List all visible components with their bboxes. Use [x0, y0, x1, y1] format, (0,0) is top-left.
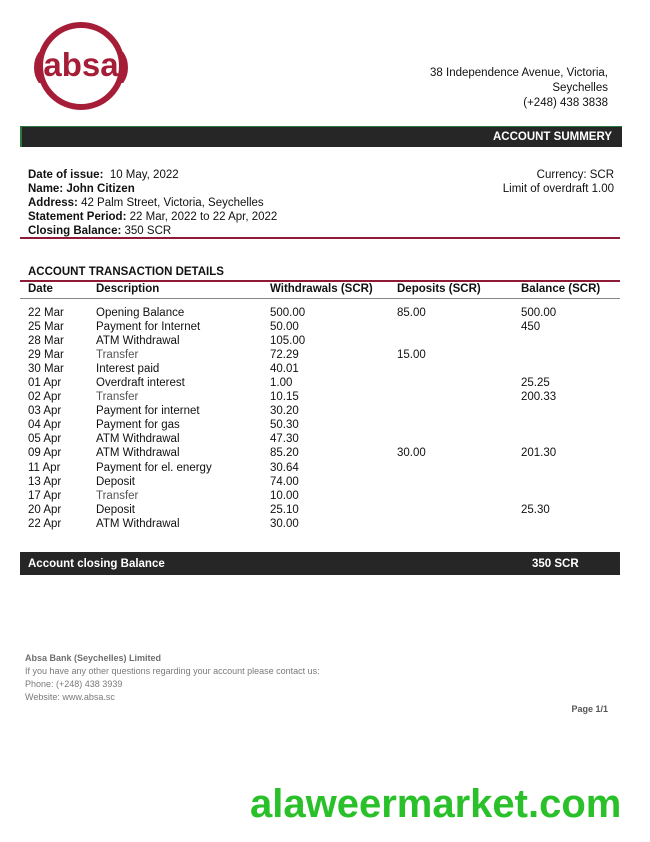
footer-contact-note: If you have any other questions regarding your account please contact us: — [25, 666, 320, 676]
cell-balance: 450 — [521, 321, 541, 334]
table-row — [20, 334, 620, 348]
closing-balance-value: 350 SCR — [532, 558, 579, 570]
transactions-table — [20, 306, 620, 531]
cell-withdrawal: 50.00 — [270, 321, 299, 334]
statement-period: Statement Period: 22 Mar, 2022 to 22 Apr, 2022 — [28, 211, 278, 223]
table-row — [20, 404, 620, 418]
cell-withdrawal: 30.64 — [270, 461, 299, 474]
footer-bank-name: Absa Bank (Seychelles) Limited — [25, 653, 162, 663]
cell-withdrawal: 47.30 — [270, 433, 299, 446]
cell-date: 02 Apr — [28, 391, 62, 404]
account-summary-title: ACCOUNT SUMMERY — [492, 131, 612, 143]
header-underline — [20, 298, 620, 299]
table-row — [20, 306, 620, 320]
table-row — [20, 489, 620, 503]
table-row — [20, 320, 620, 334]
table-row — [20, 446, 620, 460]
closing-balance: Closing Balance: 350 SCR — [28, 225, 172, 237]
cell-withdrawal: 74.00 — [270, 475, 299, 488]
cell-description: Payment for el. energy — [96, 461, 212, 474]
cell-date: 29 Mar — [28, 349, 64, 362]
cell-date: 09 Apr — [28, 447, 62, 460]
cell-withdrawal: 105.00 — [270, 335, 306, 348]
bank-phone: (+248) 438 3838 — [523, 97, 608, 109]
header-date: Date — [28, 283, 53, 295]
cell-description: ATM Withdrawal — [96, 447, 180, 460]
cell-withdrawal: 10.15 — [270, 391, 299, 404]
footer-website: Website: www.absa.sc — [25, 692, 115, 702]
cell-deposit: 15.00 — [397, 349, 426, 362]
cell-date: 20 Apr — [28, 503, 62, 516]
cell-date: 22 Apr — [28, 517, 62, 530]
cell-description: Deposit — [96, 503, 135, 516]
bank-address — [430, 66, 608, 111]
divider — [20, 237, 620, 239]
cell-date: 04 Apr — [28, 419, 62, 432]
cell-withdrawal: 25.10 — [270, 503, 299, 516]
statement-info — [28, 168, 277, 238]
cell-description: ATM Withdrawal — [96, 335, 180, 348]
closing-balance-label: Account closing Balance — [28, 558, 165, 570]
cell-description: Overdraft interest — [96, 377, 185, 390]
cell-withdrawal: 500.00 — [270, 307, 306, 319]
cell-date: 22 Mar — [28, 307, 64, 319]
cell-balance: 201.30 — [521, 447, 557, 460]
cell-description: ATM Withdrawal — [96, 433, 180, 446]
table-row — [20, 376, 620, 390]
table-row — [20, 390, 620, 404]
cell-date: 17 Apr — [28, 489, 62, 502]
cell-date: 30 Mar — [28, 363, 64, 376]
cell-withdrawal: 50.30 — [270, 419, 299, 432]
cell-date: 25 Mar — [28, 321, 64, 334]
table-row — [20, 503, 620, 517]
cell-date: 03 Apr — [28, 405, 62, 418]
cell-withdrawal: 85.20 — [270, 447, 299, 460]
account-summary-bar — [20, 126, 622, 147]
cell-description: Transfer — [96, 349, 139, 362]
table-row — [20, 362, 620, 376]
cell-description: Opening Balance — [96, 307, 185, 319]
address-line-1: 38 Independence Avenue, Victoria, — [430, 67, 608, 79]
table-row — [20, 418, 620, 432]
header-deposits: Deposits (SCR) — [397, 283, 481, 295]
footer-phone: Phone: (+248) 438 3939 — [25, 679, 123, 689]
header-description: Description — [96, 283, 160, 295]
page-number: Page 1/1 — [571, 704, 608, 714]
customer-name: Name: John Citizen — [28, 183, 135, 195]
cell-description: Payment for internet — [96, 405, 200, 418]
overdraft-limit: Limit of overdraft 1.00 — [502, 183, 614, 195]
cell-date: 11 Apr — [28, 461, 61, 474]
header-balance: Balance (SCR) — [521, 283, 601, 295]
table-row — [20, 348, 620, 362]
cell-balance: 25.30 — [521, 503, 550, 516]
cell-date: 28 Mar — [28, 335, 64, 348]
table-row — [20, 517, 620, 531]
cell-withdrawal: 72.29 — [270, 349, 299, 362]
cell-balance: 200.33 — [521, 391, 557, 404]
currency: Currency: SCR — [536, 169, 614, 181]
cell-description: Deposit — [96, 475, 135, 488]
watermark: alaweermarket.com — [250, 782, 622, 826]
cell-date: 13 Apr — [28, 475, 62, 488]
cell-balance: 500.00 — [521, 307, 557, 319]
closing-balance-bar — [20, 552, 620, 575]
cell-date: 01 Apr — [28, 377, 62, 390]
cell-withdrawal: 30.00 — [270, 517, 299, 530]
table-row — [20, 475, 620, 489]
table-row — [20, 461, 620, 475]
transactions-header — [20, 282, 620, 298]
table-row — [20, 432, 620, 446]
cell-description: Transfer — [96, 489, 139, 502]
cell-withdrawal: 30.20 — [270, 405, 299, 418]
cell-balance: 25.25 — [521, 377, 550, 390]
cell-date: 05 Apr — [28, 433, 62, 446]
cell-withdrawal: 1.00 — [270, 377, 293, 390]
account-settings — [503, 168, 614, 196]
header-withdrawals: Withdrawals (SCR) — [270, 283, 373, 295]
cell-deposit: 30.00 — [397, 447, 426, 460]
footer — [25, 652, 320, 704]
date-of-issue: Date of issue: 10 May, 2022 — [28, 169, 179, 181]
cell-description: Transfer — [96, 391, 139, 404]
customer-address: Address: 42 Palm Street, Victoria, Seychelles — [28, 197, 264, 209]
cell-description: Payment for gas — [96, 419, 180, 432]
cell-description: Interest paid — [96, 363, 160, 376]
cell-withdrawal: 10.00 — [270, 489, 299, 502]
absa-logo — [33, 21, 129, 111]
address-line-2: Seychelles — [552, 82, 608, 94]
cell-description: ATM Withdrawal — [96, 517, 180, 530]
cell-deposit: 85.00 — [397, 307, 426, 319]
svg-text:(absa): (absa) — [33, 46, 129, 83]
cell-description: Payment for Internet — [96, 321, 201, 334]
cell-withdrawal: 40.01 — [270, 363, 299, 376]
transactions-title: ACCOUNT TRANSACTION DETAILS — [28, 266, 224, 278]
